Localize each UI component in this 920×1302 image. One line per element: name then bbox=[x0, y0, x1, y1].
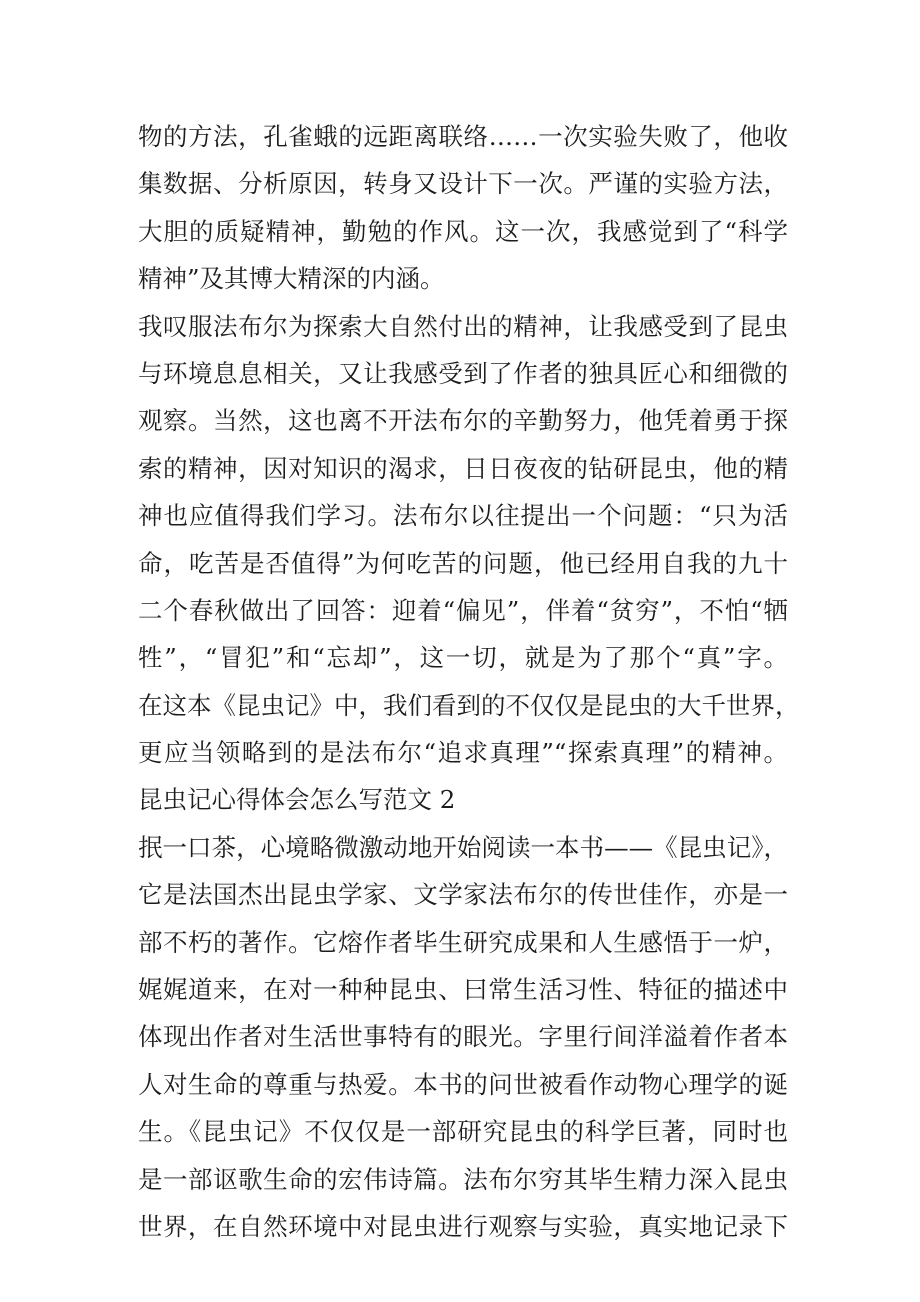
text-line: 集数据、分析原因，转身又设计下一次。严谨的实验方法， bbox=[138, 169, 788, 199]
text-line: 牲”，“冒犯”和“忘却”，这一切，就是为了那个“真”字。 bbox=[138, 643, 788, 673]
text-line: 更应当领略到的是法布尔“追求真理”“探索真理”的精神。 bbox=[138, 738, 788, 768]
text-line: 我叹服法布尔为探索大自然付出的精神，让我感受到了昆虫 bbox=[138, 311, 788, 341]
paragraph-3 bbox=[138, 824, 788, 1251]
text-line: 大胆的质疑精神，勤勉的作风。这一次，我感觉到了“科学 bbox=[138, 216, 788, 246]
section-heading: 昆虫记心得体会怎么写范文 2 bbox=[138, 785, 456, 815]
text-line: 与环境息息相关，又让我感受到了作者的独具匠心和细微的 bbox=[138, 358, 788, 388]
text-line: 精神”及其博大精深的内涵。 bbox=[138, 264, 445, 294]
text-line: 娓娓道来，在对一种种昆虫、曰常生活习性、特征的描述中 bbox=[138, 975, 788, 1005]
text-line: 观察。当然，这也离不开法布尔的辛勤努力，他凭着勇于探 bbox=[138, 406, 788, 436]
text-line: 是一部讴歌生命的宏伟诗篇。法布尔穷其毕生精力深入昆虫 bbox=[138, 1164, 788, 1194]
paragraph-1 bbox=[138, 113, 788, 303]
text-line: 生。《昆虫记》不仅仅是一部研究昆虫的科学巨著，同时也 bbox=[138, 1117, 788, 1147]
text-line: 命，吃苦是否值得”为何吃苦的问题，他已经用自我的九十 bbox=[138, 548, 788, 578]
paragraph-2 bbox=[138, 303, 800, 777]
text-line: 部不朽的著作。它熔作者毕生研究成果和人生感悟于一炉， bbox=[138, 927, 788, 957]
text-line: 物的方法，孔雀蛾的远距离联络……一次实验失败了，他收 bbox=[138, 122, 788, 151]
text-line: 抿一口茶，心境略微激动地开始阅读一本书——《昆虫记》， bbox=[138, 832, 788, 862]
text-line: 神也应值得我们学习。法布尔以往提出一个问题：“只为活 bbox=[138, 501, 788, 531]
text-line: 二个春秋做出了回答：迎着“偏见”，伴着“贫穷”，不怕“牺 bbox=[138, 595, 788, 625]
text-line: 世界，在自然环境中对昆虫进行观察与实验，真实地记录下 bbox=[138, 1211, 788, 1241]
text-line: 体现出作者对生活世事特有的眼光。字里行间洋溢着作者本 bbox=[138, 1022, 788, 1052]
text-line: 它是法国杰出昆虫学家、文学家法布尔的传世佳作，亦是一 bbox=[138, 880, 788, 910]
text-line: 人对生命的尊重与热爱。本书的问世被看作动物心理学的诞 bbox=[138, 1069, 788, 1099]
text-line: 在这本《昆虫记》中，我们看到的不仅仅是昆虫的大千世界， bbox=[138, 690, 800, 720]
document-body bbox=[138, 113, 800, 1250]
text-line: 索的精神，因对知识的渴求，日日夜夜的钻研昆虫，他的精 bbox=[138, 453, 788, 483]
